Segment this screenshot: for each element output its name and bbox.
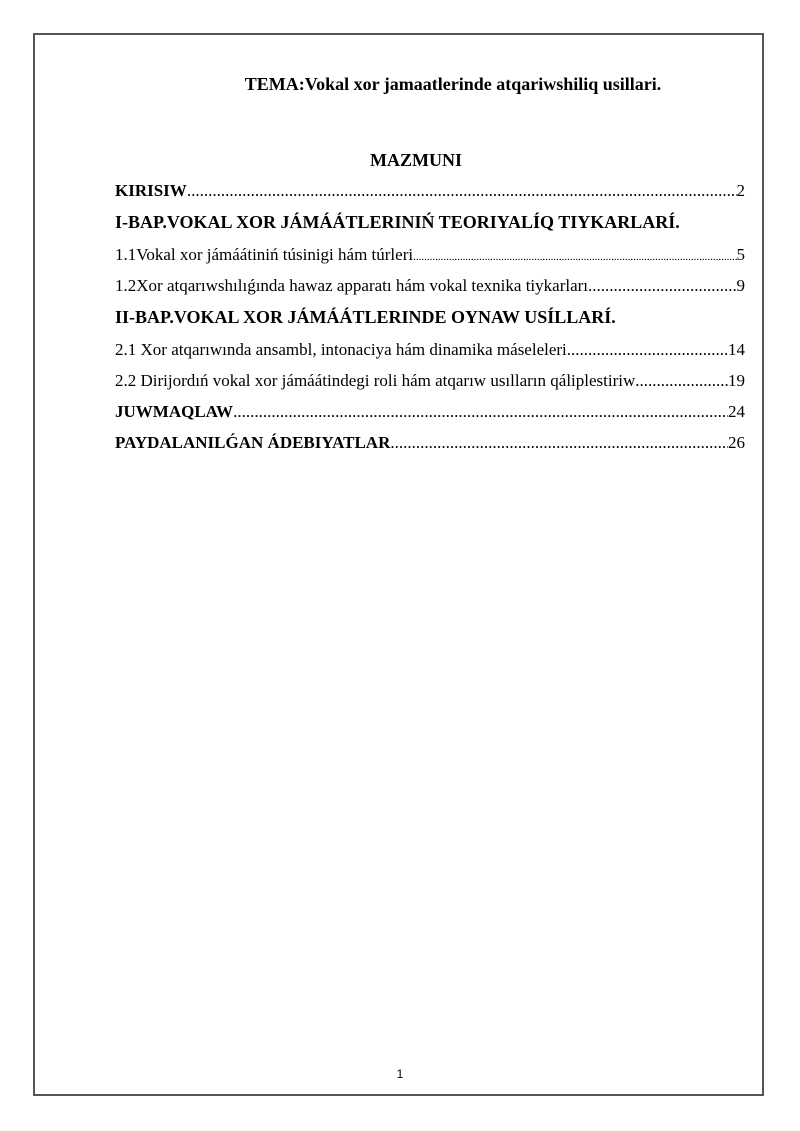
- toc-entry-juwmaqlaw[interactable]: [115, 402, 745, 433]
- toc-entry-1-2[interactable]: [115, 276, 745, 307]
- toc-entry-page: 26: [728, 433, 745, 452]
- toc-entry-page: 5: [736, 245, 745, 264]
- toc-heading: MAZMUNI: [370, 150, 462, 170]
- page-number: 1: [396, 1067, 404, 1081]
- toc-entry-adebiyatlar[interactable]: [115, 433, 745, 464]
- table-of-contents: [115, 181, 745, 464]
- toc-entry-2-1[interactable]: [115, 340, 745, 371]
- dot-leader: [588, 276, 736, 296]
- toc-entry-page: 24: [728, 402, 745, 421]
- toc-chapter-2[interactable]: [115, 307, 745, 340]
- toc-chapter-label: I-BAP.VOKAL XOR JÁMÁÁTLERINIŃ TEORIYALÍQ TIYKARLARÍ.: [115, 212, 680, 232]
- toc-entry-page: 19: [728, 371, 745, 390]
- dot-leader: [413, 251, 736, 263]
- toc-entry-label: PAYDALANILǴAN ÁDEBIYATLAR: [115, 433, 391, 452]
- toc-chapter-label: II-BAP.VOKAL XOR JÁMÁÁTLERINDE OYNAW USÍLLARÍ.: [115, 307, 616, 327]
- toc-entry-2-2[interactable]: [115, 371, 745, 402]
- document-title: TEMA:Vokal xor jamaatlerinde atqariwshiliq usillari.: [244, 74, 662, 94]
- toc-entry-label: 1.1Vokal xor jámáátiniń túsinigi hám túrleri: [115, 245, 414, 264]
- toc-entry-page: 9: [736, 276, 745, 295]
- toc-entry-page: 14: [728, 340, 745, 359]
- dot-leader: [567, 340, 728, 360]
- dot-leader: [390, 433, 728, 453]
- toc-entry-kirisiw[interactable]: [115, 181, 745, 212]
- dot-leader: [635, 371, 728, 391]
- toc-entry-label: 2.2 Dirijordıń vokal xor jámáátindegi roli hám atqarıw usılların qáliplestiriw: [115, 371, 636, 390]
- toc-entry-label: JUWMAQLAW: [115, 402, 234, 421]
- toc-entry-label: 1.2Xor atqarıwshılıǵında hawaz apparatı hám vokal texnika tiykarları: [115, 276, 589, 295]
- toc-entry-1-1[interactable]: [115, 245, 745, 276]
- toc-chapter-1[interactable]: [115, 212, 745, 245]
- toc-entry-label: KIRISIW: [115, 181, 187, 200]
- toc-entry-label: 2.1 Xor atqarıwında ansambl, intonaciya hám dinamika máseleleri: [115, 340, 567, 359]
- dot-leader: [233, 402, 728, 422]
- toc-entry-page: 2: [736, 181, 745, 200]
- dot-leader: [187, 181, 737, 201]
